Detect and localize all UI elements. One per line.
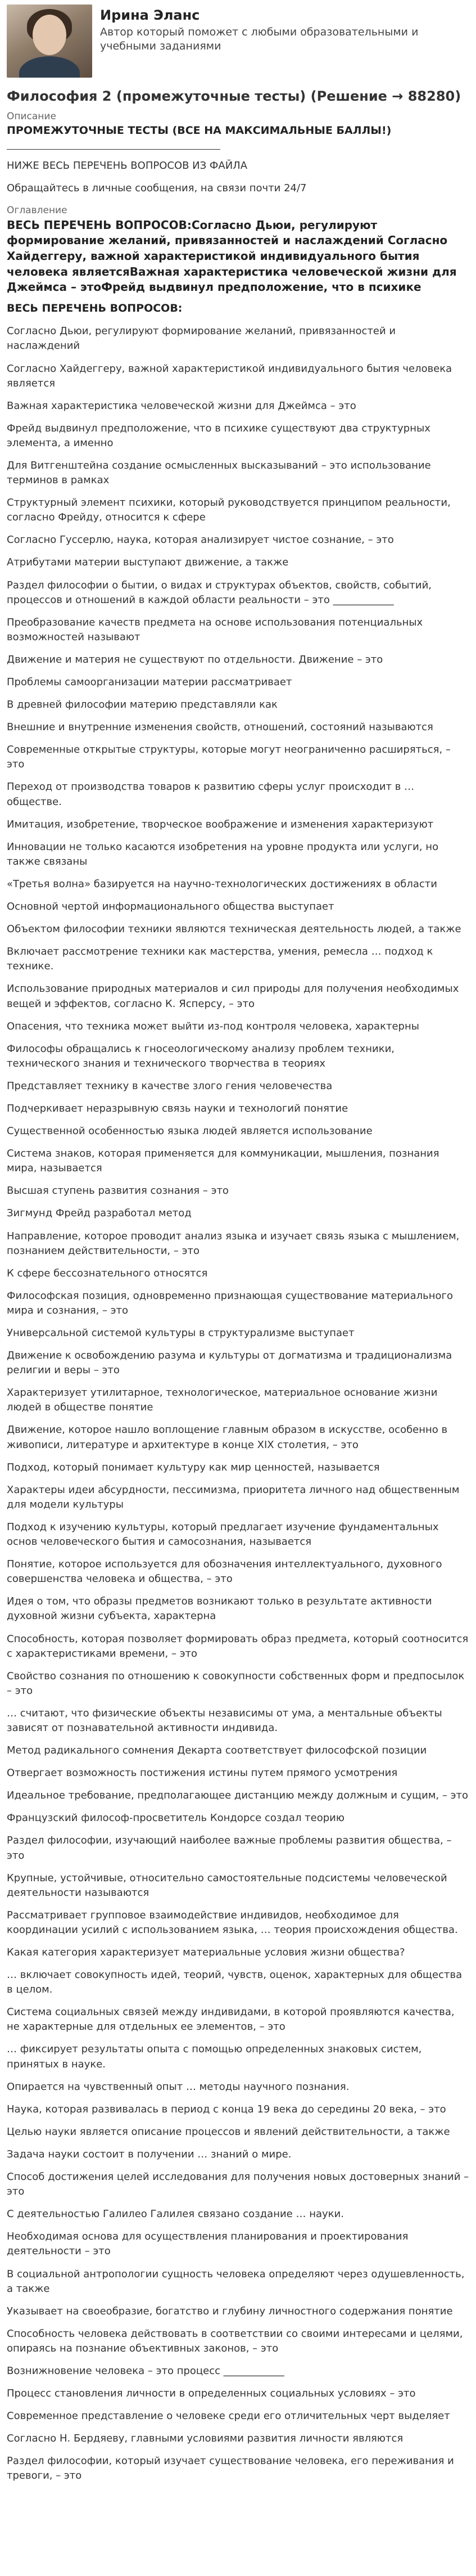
- question-item: Объектом философии техники являются техническая деятельность людей, а также: [7, 923, 461, 936]
- question-item: Существенной особенностью языка людей является использование: [7, 1125, 373, 1138]
- question-item: … фиксирует результаты опыта с помощью определенных знаковых систем, принятых в науке.: [7, 2043, 422, 2070]
- question-item: Философская позиция, одновременно признающая существование материального мира и сознания, – это: [7, 1289, 454, 1316]
- question-item: Фрейд выдвинул предположение, что в психике существуют два структурных элемента, а именно: [7, 422, 430, 449]
- question-item: Идея о том, что образы предметов возникают только в результате активности духовной жизни субъекта, характерна: [7, 1595, 432, 1622]
- question-item: Раздел философии о бытии, о видах и структурах объектов, свойств, событий, процессов и отношений в каждой области реальности – это ____________: [7, 579, 432, 606]
- question-item: Использование природных материалов и сил природы для получения необходимых вещей и эффектов, согласно К. Ясперсу, – это: [7, 983, 459, 1010]
- question-item: Вознижновение человека – это процесс ____________: [7, 2364, 284, 2377]
- question-item: Идеальное требование, предполагающее дистанцию между должным и сущим, – это: [7, 1790, 468, 1802]
- question-item: С деятельностью Галилео Галилея связано создание … науки.: [7, 2208, 344, 2220]
- question-item: Высшая ступень развития сознания – это: [7, 1185, 229, 1197]
- question-item: Философы обращались к гносеологическому анализу проблем техники, технического знания и технического творчества в теориях: [7, 1042, 395, 1069]
- notice-file: НИЖЕ ВЕСЬ ПЕРЕЧЕНЬ ВОПРОСОВ ИЗ ФАЙЛА: [7, 159, 248, 172]
- question-item: Подход к изучению культуры, который предлагает изучение фундаментальных основ человеческого бытия и самосознания, называется: [7, 1521, 439, 1548]
- question-item: Опирается на чувственный опыт … методы научного познания.: [7, 2080, 350, 2093]
- question-item: Движение к освобождению разума и культуры от догматизма и традиционализма религии и веры – это: [7, 1350, 452, 1377]
- question-item: «Третья волна» базируется на научно-технологических достижениях в области: [7, 878, 437, 890]
- question-item: Инновации не только касаются изобретения на уровне продукта или услуги, но также связаны: [7, 840, 439, 867]
- question-item: Раздел философии, который изучает существование человека, его переживания и тревоги, – это: [7, 2455, 454, 2482]
- question-item: К сфере бессознательного относятся: [7, 1267, 208, 1279]
- question-item: Метод радикального сомнения Декарта соответствует философской позиции: [7, 1745, 427, 1757]
- notice-contact: Обращайтесь в личные сообщения, на связи почти 24/7: [7, 182, 307, 195]
- toc-label: Оглавление: [7, 205, 67, 217]
- question-list: [7, 324, 469, 2483]
- question-item: Современное представление о человеке среди его отличительных черт выделяет: [7, 2410, 450, 2422]
- question-item: Характеры идеи абсурдности, пессимизма, приоритета личного над общественным для модели культуры: [7, 1483, 460, 1510]
- description-label: Описание: [7, 110, 56, 122]
- question-item: Наука, которая развивалась в период с конца 19 века до середины 20 века, – это: [7, 2103, 446, 2115]
- question-item: Переход от производства товаров к развитию сферы услуг происходит в … обществе.: [7, 781, 415, 808]
- question-item: Представляет технику в качестве злого гения человечества: [7, 1080, 333, 1092]
- toc-body: ВЕСЬ ПЕРЕЧЕНЬ ВОПРОСОВ:Согласно Дьюи, регулируют формирование желаний, привязанностей и наслаждений Согласно Хайдеггеру, важной характеристикой индивидуального бытия человека являетсяВажная характеристика человеческой жизни для Джеймса – этоФрейд выдвинул предположение, что в психике: [7, 218, 457, 294]
- question-item: Способность, которая позволяет формировать образ предмета, который соотносится с характеристиками времени, – это: [7, 1633, 469, 1660]
- question-item: В древней философии материю представляли как: [7, 699, 278, 711]
- question-item: Для Витгенштейна создание осмысленных высказываний – это использование терминов в рамках: [7, 459, 431, 487]
- question-item: Какая категория характеризует материальные условия жизни общества?: [7, 1946, 405, 1959]
- question-item: Имитация, изобретение, творческое воображение и изменения характеризуют: [7, 818, 434, 830]
- page-title: Философия 2 (промежуточные тесты) (Решение → 88280): [7, 88, 461, 104]
- question-item: Согласно Н. Бердяеву, главными условиями развития личности являются: [7, 2433, 404, 2445]
- question-item: Движение, которое нашло воплощение главным образом в искусстве, особенно в живописи, литературе и архитектуре в конце XIX столетия, – это: [7, 1424, 448, 1451]
- question-item: Подход, который понимает культуру как мир ценностей, называется: [7, 1461, 380, 1473]
- question-item: Раздел философии, изучающий наиболее важные проблемы развития общества, – это: [7, 1835, 452, 1862]
- question-item: Свойство сознания по отношению к совокупности собственных форм и предпосылок – это: [7, 1670, 465, 1697]
- question-item: Универсальной системой культуры в структурализме выступает: [7, 1327, 355, 1339]
- question-item: Согласно Гуссерлю, наука, которая анализирует чистое сознание, – это: [7, 534, 394, 546]
- question-item: Атрибутами материи выступают движение, а также: [7, 556, 289, 569]
- question-item: Структурный элемент психики, который руководствуется принципом реальности, согласно Фрейду, относится к сфере: [7, 497, 451, 524]
- question-item: Преобразование качеств предмета на основе использования потенциальных возможностей называют: [7, 616, 423, 643]
- question-item: Система социальных связей между индивидами, в которой проявляются качества, не характерные для отдельных ее элементов, – это: [7, 2006, 455, 2033]
- divider: [7, 149, 220, 150]
- author-card: [7, 5, 469, 78]
- description-text: ПРОМЕЖУТОЧНЫЕ ТЕСТЫ (ВСЕ НА МАКСИМАЛЬНЫЕ БАЛЛЫ!): [7, 124, 392, 137]
- question-item: Крупные, устойчивые, относительно самостоятельные подсистемы человеческой деятельности называются: [7, 1872, 447, 1899]
- question-item: Характеризует утилитарное, технологическое, материальное основание жизни людей в обществе понятие: [7, 1387, 438, 1414]
- author-name[interactable]: Ирина Эланс: [100, 7, 200, 23]
- question-item: Основной чертой информационального общества выступает: [7, 901, 334, 913]
- question-item: Способность человека действовать в соответствии со своими интересами и целями, опираясь на познание объективных законов, – это: [7, 2327, 463, 2354]
- author-description: Автор который поможет с любыми образовательными и учебными заданиями: [100, 25, 419, 53]
- question-item: Проблемы самоорганизации материи рассматривает: [7, 676, 292, 689]
- question-item: Современные открытые структуры, которые могут неограниченно расширяться, – это: [7, 744, 451, 771]
- question-item: Согласно Дьюи, регулируют формирование желаний, привязанностей и наслаждений: [7, 325, 396, 352]
- question-item: Подчеркивает неразрывную связь науки и технологий понятие: [7, 1102, 348, 1114]
- question-item: Согласно Хайдеггеру, важной характеристикой индивидуального бытия человека является: [7, 362, 452, 389]
- question-item: Рассматривает групповое взаимодействие индивидов, необходимое для координации усилий с использованием языка, … теория происхождения общества.: [7, 1909, 458, 1936]
- question-item: Процесс становления личности в определенных социальных условиях – это: [7, 2388, 416, 2400]
- question-item: В социальной антропологии сущность человека определяют через одушевленность, а также: [7, 2268, 465, 2295]
- question-item: Указывает на своеобразие, богатство и глубину личностного содержания понятие: [7, 2305, 453, 2317]
- author-avatar[interactable]: [7, 5, 92, 78]
- author-info: [100, 5, 469, 54]
- question-item: Задача науки состоит в получении … знаний о мире.: [7, 2148, 292, 2160]
- question-item: Понятие, которое используется для обозначения интеллектуального, духовного совершенства человека и общества, – это: [7, 1558, 442, 1585]
- question-item: Опасения, что техника может выйти из-под контроля человека, характерны: [7, 1020, 419, 1032]
- question-item: Отвергает возможность постижения истины путем прямого усмотрения: [7, 1767, 398, 1779]
- question-item: Зигмунд Фрейд разработал метод: [7, 1207, 192, 1220]
- question-item: Целью науки является описание процессов и явлений действительности, а также: [7, 2125, 450, 2138]
- question-item: Необходимая основа для осуществления планирования и проектирования деятельности – это: [7, 2231, 409, 2258]
- question-item: Важная характеристика человеческой жизни для Джеймса – это: [7, 399, 356, 412]
- question-item: Внешние и внутренние изменения свойств, отношений, состояний называются: [7, 721, 433, 734]
- question-item: … включает совокупность идей, теорий, чувств, оценок, характерных для общества в целом.: [7, 1969, 463, 1996]
- question-item: Включает рассмотрение техники как мастерства, умения, ремесла … подход к технике.: [7, 946, 433, 973]
- question-item: Французский философ-просветитель Кондорсе создал теорию: [7, 1812, 345, 1824]
- question-list-heading: ВЕСЬ ПЕРЕЧЕНЬ ВОПРОСОВ:: [7, 302, 183, 314]
- question-item: Система знаков, которая применяется для коммуникации, мышления, познания мира, называется: [7, 1148, 439, 1175]
- question-item: … считают, что физические объекты независимы от ума, а ментальные объекты зависят от познавательной активности индивида.: [7, 1707, 442, 1734]
- question-item: Направление, которое проводит анализ языка и изучает связь языка с мышлением, познанием действительности, – это: [7, 1230, 460, 1257]
- question-item: Способ достижения целей исследования для получения новых достоверных знаний – это: [7, 2171, 469, 2198]
- question-item: Движение и материя не существуют по отдельности. Движение – это: [7, 653, 383, 666]
